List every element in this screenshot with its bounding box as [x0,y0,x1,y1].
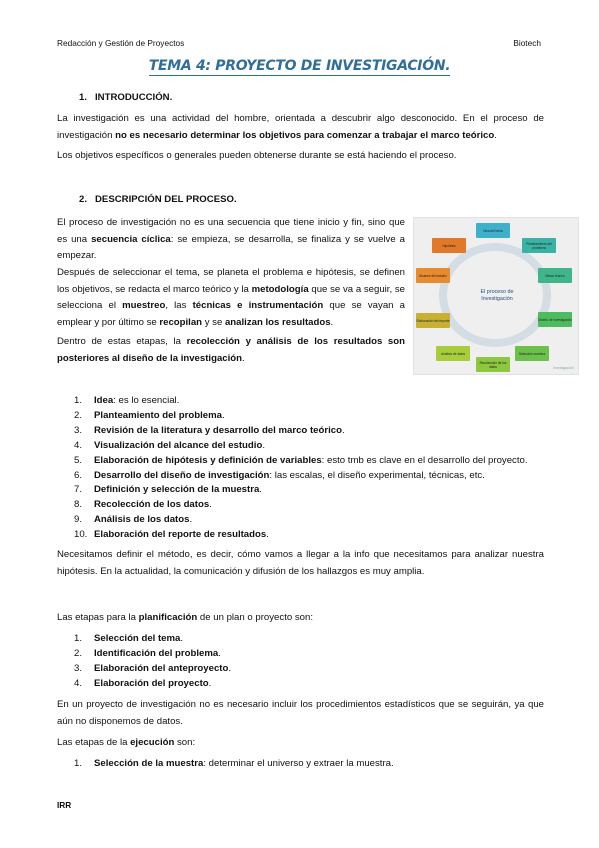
list-item [57,513,528,528]
list-item-number: 1. [74,633,83,644]
list-item-text: . [228,662,232,674]
list-item-text: : esto tmb es clave en el desarrollo del proyecto. [321,454,528,466]
list-item-text: . [209,499,212,511]
list-item-text: . [221,409,225,421]
list-item-text: : las escalas, el diseño experimental, técnicas, etc. [269,469,485,481]
execution-intro: Las etapas de la ejecución son: [57,737,196,748]
execution-list [57,757,394,772]
list-item-text: . [180,633,184,644]
list-item-bold: Elaboración del reporte de resultados [94,529,267,541]
footer-initials: IRR [57,800,72,810]
header-left: Redacción y Gestión de Proyectos [57,38,185,48]
planning-intro: Las etapas para la planificación de un plan o proyecto son: [57,612,313,623]
list-item-number: 6. [74,469,83,481]
list-item-bold: Revisión de la literatura y desarrollo del marco teórico [94,424,342,436]
section-2-paragraph-1: El proceso de investigación no es una secuencia que tiene inicio y fin, sino que es una secuencia cíclica: se empieza, se desarrolla, se finaliza y se vuelve a empezar. [57,217,405,261]
list-item-bold: Desarrollo del diseño de investigación [94,469,270,481]
list-item [57,757,394,772]
list-item [57,394,528,409]
list-item-bold: Idea [94,395,114,406]
list-item-bold: Visualización del alcance del estudio [94,439,263,451]
list-item-number: 8. [74,499,83,511]
list-item [57,677,231,692]
list-item [57,632,231,647]
list-item-bold: Elaboración de hipótesis y definición de variables [94,454,322,466]
diagram-step-box: Hipótesis [432,238,466,253]
list-item [57,662,231,677]
diagram-step-box: Marco teórico [538,268,572,283]
list-item-text: . [262,439,265,451]
list-item-bold: Definición y selección de la muestra [94,484,260,496]
diagram-center-label: El proceso de Investigación [480,289,514,302]
diagram-step-box: Alcance del estudio [416,268,450,283]
planning-list [57,632,231,692]
list-item-bold: Identificación del problema [94,647,219,659]
section-1-heading: 1. INTRODUCCIÓN. [79,92,173,103]
diagram-step-box: Recolección de los datos [476,357,510,372]
list-item [57,483,528,498]
list-item-bold: Selección del tema [94,633,181,644]
diagram-step-box: Idea del tema [476,223,510,238]
list-item [57,454,528,469]
diagram-watermark: Investigación [553,366,574,370]
list-item [57,409,528,424]
section-2-paragraph-2: Después de seleccionar el tema, se planeta el problema e hipótesis, se definen los objetivos, se redacta el marco teórico y la metodología que se va a seguir, se selecciona el muestreo, las técnicas e instrumentación que se vayan a emplear y por último se recopilan y se analizan los resultados. [57,267,405,328]
stats-paragraph: En un proyecto de investigación no es necesario incluir los procedimientos estadísticos que se seguirán, ya que aún no disponemos de datos. [57,699,544,727]
list-item-number: 2. [74,409,83,421]
list-item-number: 9. [74,514,83,526]
list-item [57,424,528,439]
section-1-paragraph-2: Los objetivos específicos o generales pueden obtenerse durante se está haciendo el proceso. [57,150,457,161]
header-right: Biotech [513,38,541,48]
list-item [57,439,528,454]
list-item-text: : determinar el universo y extraer la muestra. [203,758,394,769]
list-item-bold: Elaboración del proyecto [94,677,209,689]
list-item-bold: Análisis de los datos [94,514,190,526]
list-item-text: . [266,529,269,541]
section-2-heading: 2. DESCRIPCIÓN DEL PROCESO. [79,194,237,205]
list-item-bold: Elaboración del anteproyecto [94,662,229,674]
method-paragraph: Necesitamos definir el método, es decir, cómo vamos a llegar a la info que necesitamos para analizar nuestra hipótesis. En la actualidad, la comunicación y difusión de los hallazgos es muy amplia. [57,549,544,577]
process-cycle-diagram [413,217,579,375]
list-item-number: 4. [74,439,83,451]
diagram-step-box: Planteamiento del problema [522,238,556,253]
list-item-number: 4. [74,677,83,689]
list-item-number: 1. [74,395,83,406]
list-item [57,528,528,543]
list-item-text: . [259,484,262,496]
diagram-step-box: Elaboración del reporte [416,313,450,328]
list-item-text: . [208,677,212,689]
diagram-step-box: Selección muestra [515,346,549,361]
list-item-text: . [189,514,193,526]
list-item-text: . [218,647,221,659]
list-item-bold: Selección de la muestra [94,758,204,769]
list-item-bold: Recolección de los datos [94,499,210,511]
list-item [57,498,528,513]
list-item-text: : es lo esencial. [113,395,180,406]
steps-list [57,394,528,543]
list-item-number: 1. [74,758,83,769]
diagram-step-box: Análisis de datos [436,346,470,361]
list-item-bold: Planteamiento del problema [94,409,222,421]
list-item-number: 2. [74,647,83,659]
list-item [57,469,528,484]
list-item-number: 5. [74,454,83,466]
list-item-number: 3. [74,662,83,674]
section-2-paragraph-3: Dentro de estas etapas, la recolección y análisis de los resultados son posteriores al diseño de la investigación. [57,336,405,364]
list-item-number: 3. [74,424,83,436]
section-1-paragraph-1: La investigación es una actividad del hombre, orientada a descubrir algo desconocido. En el proceso de investigación no es necesario determinar los objetivos para comenzar a trabajar el marco teórico. [57,113,544,141]
list-item [57,647,231,662]
list-item-number: 7. [74,484,83,496]
list-item-number: 10. [74,529,88,541]
diagram-step-box: Diseño de investigación [538,312,572,327]
list-item-text: . [341,424,345,436]
page-title: TEMA 4: PROYECTO DE INVESTIGACIÓN. [148,58,451,74]
